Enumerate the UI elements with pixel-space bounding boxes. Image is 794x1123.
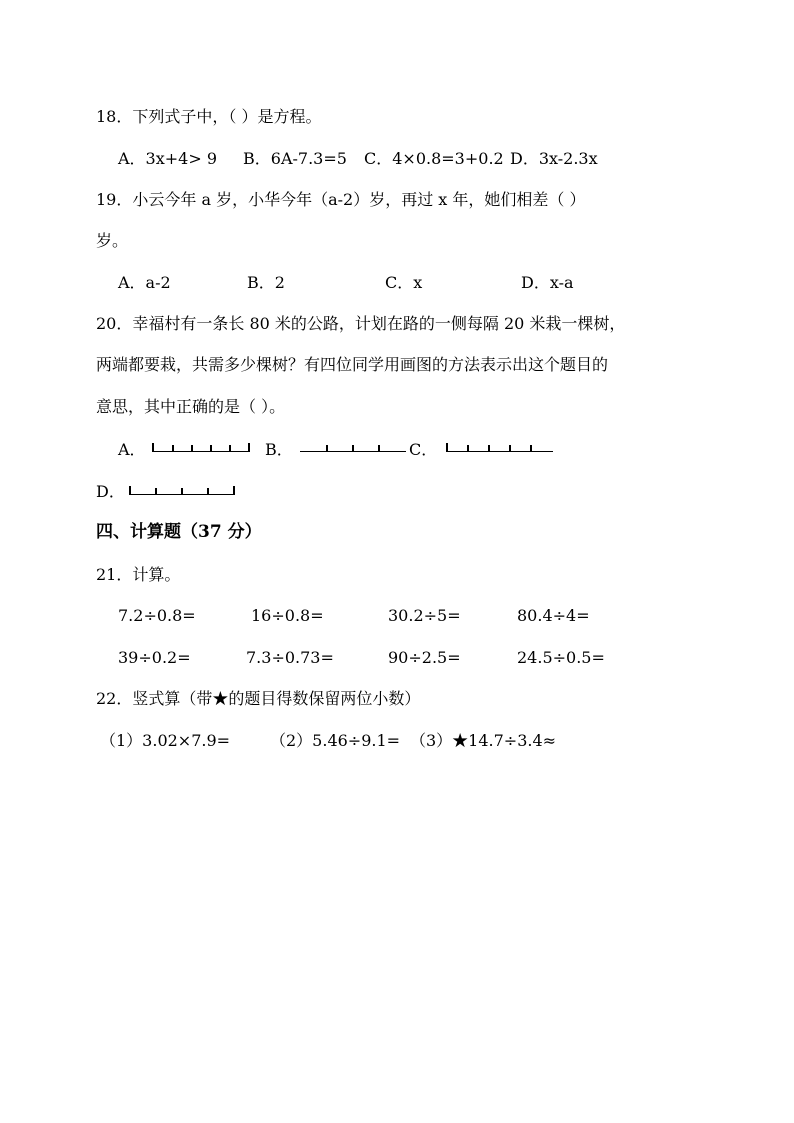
q20-stem-line2: 两端都要栽，共需多少棵树？有四位同学用画图的方法表示出这个题目的 xyxy=(96,355,609,374)
q20-option-c-label: C． xyxy=(409,440,438,459)
q21-item: 16÷0.8= xyxy=(251,606,324,625)
q18-option-a: A．3x+4> 9 xyxy=(118,149,218,168)
q20-option-d-label: D． xyxy=(96,482,125,501)
q21-item: 80.4÷4= xyxy=(517,606,590,625)
q22-item-2: （2）5.46÷9.1= xyxy=(270,731,401,750)
q21-item: 24.5÷0.5= xyxy=(517,648,605,667)
q20-option-d-diagram xyxy=(129,485,235,495)
q19-option-a: A．a-2 xyxy=(118,273,171,292)
q21-stem: 21．计算。 xyxy=(96,565,181,584)
q18-stem: 18．下列式子中，（ ）是方程。 xyxy=(96,107,322,126)
q20-stem-line1: 20．幸福村有一条长 80 米的公路，计划在路的一侧每隔 20 米栽一棵树， xyxy=(96,314,626,333)
q19-option-c: C．x xyxy=(385,273,423,292)
q21-item: 7.2÷0.8= xyxy=(118,606,196,625)
q22-item-3: （3）★14.7÷3.4≈ xyxy=(410,731,557,750)
q19-stem-line1: 19．小云今年 a 岁，小华今年（a-2）岁，再过 x 年，她们相差（ ） xyxy=(96,190,586,209)
q21-item: 90÷2.5= xyxy=(388,648,461,667)
q22-item-1: （1）3.02×7.9= xyxy=(100,731,231,750)
q20-option-b-diagram xyxy=(300,442,406,452)
q20-stem-line3: 意思，其中正确的是（ ）。 xyxy=(96,397,286,416)
q21-item: 39÷0.2= xyxy=(118,648,191,667)
section-4-title: 四、计算题（37 分） xyxy=(96,522,262,542)
q18-option-b: B．6A-7.3=5 xyxy=(243,149,347,168)
q22-stem: 22．竖式算（带★的题目得数保留两位小数） xyxy=(96,689,421,708)
q18-option-d: D．3x-2.3x xyxy=(510,149,598,168)
q18-option-c: C．4×0.8=3+0.2 xyxy=(364,149,504,168)
q20-option-c-diagram xyxy=(446,442,553,452)
q19-option-b: B．2 xyxy=(247,273,285,292)
q19-option-d: D．x-a xyxy=(521,273,574,292)
q20-option-a-label: A． xyxy=(118,440,146,459)
q20-option-b-label: B． xyxy=(265,440,293,459)
q19-stem-line2: 岁。 xyxy=(96,231,129,250)
q20-option-a-diagram xyxy=(152,442,250,452)
q21-item: 30.2÷5= xyxy=(388,606,461,625)
q21-item: 7.3÷0.73= xyxy=(246,648,334,667)
